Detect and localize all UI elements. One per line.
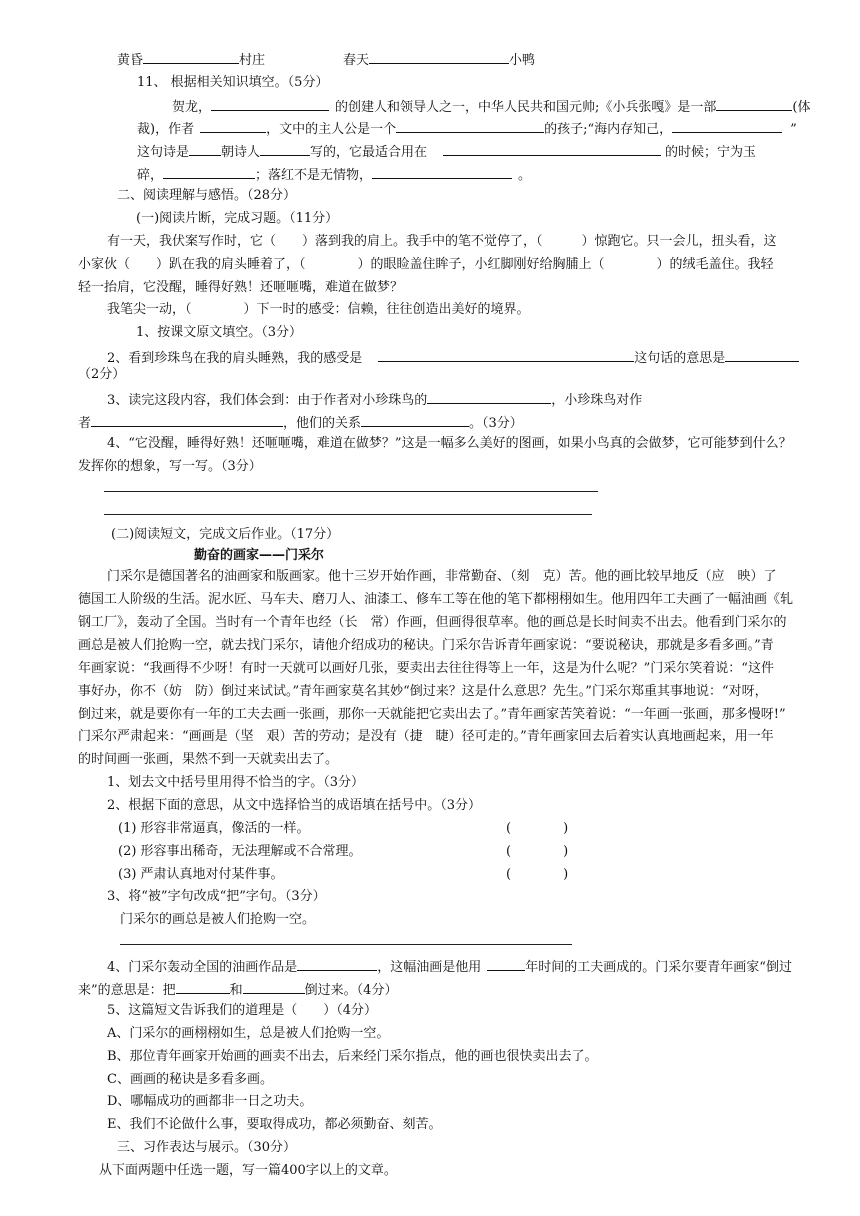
blank[interactable] xyxy=(260,143,310,156)
blank[interactable] xyxy=(200,120,266,133)
blank[interactable] xyxy=(176,981,230,994)
text: 者 xyxy=(78,416,92,431)
blank[interactable] xyxy=(243,981,305,994)
section-3-heading: 三、习作表达与展示。（30分） xyxy=(117,1140,297,1155)
blank[interactable] xyxy=(189,143,221,156)
passage-2-line: 的时间画一张画，果然不到一天就卖出去了。 xyxy=(78,752,339,767)
passage-2-line: 德国工人阶级的生活。泥水匠、马车夫、磨刀人、油漆工、修车工等在他的笔下都栩栩如生。他用四年工夫画了一幅油画《轧 xyxy=(78,592,794,607)
section-2-heading: 二、阅读理解与感悟。（28分） xyxy=(117,188,297,203)
question-3-sentence: 门采尔的画总是被人们抢购一空。 xyxy=(120,912,316,927)
answer-bracket[interactable]: ( ) xyxy=(506,867,569,882)
passage-2-line: 年画家说：“我画得不少呀！有时一天就可以画好几张，要卖出去往往得等上一年，这是为什么呢？”门采尔笑着说：“这件 xyxy=(78,661,774,676)
text: 碎， xyxy=(137,168,164,183)
answer-line[interactable] xyxy=(104,514,592,515)
text: 年时间的工夫画成的。门采尔要青年画家“倒过 xyxy=(525,960,792,975)
text: 的孩子;“海内存知己， xyxy=(544,122,673,137)
blank[interactable] xyxy=(672,120,782,133)
text: 的时候；宁为玉 xyxy=(665,145,757,160)
q11-line-1 xyxy=(172,98,810,114)
idiom-item: (1) 形容非常逼真，像活的一样。 xyxy=(118,821,310,836)
option-d[interactable]: D、哪幅成功的画都非一日之功夫。 xyxy=(107,1094,313,1109)
passage-2-line: 门采尔严肃起来：“画画是（坚 艰）苦的劳动；是没有（捷 睫）径可走的。”青年画家回去后着实认真地画起来，用一年 xyxy=(78,729,774,744)
section-3-instruction: 从下面两题中任选一题，写一篇400字以上的文章。 xyxy=(99,1163,397,1178)
blank[interactable] xyxy=(427,391,551,404)
text: ” xyxy=(790,122,797,137)
word-4: 小鸭 xyxy=(509,53,536,68)
passage-2-line: 门采尔是德国著名的油画家和版画家。他十三岁开始作画，非常勤奋、（刻 克）苦。他的画比较早地反（应 映）了 xyxy=(107,569,777,584)
passage-2-line: 画总是被人们抢购一空，就去找门采尔，请他介绍成功的秘诀。门采尔告诉青年画家说：“要说秘诀，那就是多看多画。”青 xyxy=(78,638,774,653)
passage-2-line: 倒过来，就是要你有一年的工夫去画一张画，那你一天就能把它卖出去了。”青年画家苦笑着说：“一年画一张画，那多慢呀!” xyxy=(78,707,786,722)
text: 这句诗是 xyxy=(137,145,190,160)
answer-line[interactable] xyxy=(120,944,572,945)
passage-title: 勤奋的画家——门采尔 xyxy=(194,548,325,563)
text: ，小珍珠鸟对作 xyxy=(551,393,643,408)
blank[interactable] xyxy=(361,414,469,427)
question-1: 1、按课文原文填空。（3分） xyxy=(136,325,303,340)
question-1: 1、划去文中括号里用得不恰当的字。（3分） xyxy=(107,775,365,790)
part-1-heading: (一)阅读片断，完成习题。（11分） xyxy=(136,211,339,226)
text: ，他们的关系 xyxy=(283,416,362,431)
option-c[interactable]: C、画画的秘诀是多看多画。 xyxy=(107,1072,273,1087)
answer-bracket[interactable]: ( ) xyxy=(506,821,569,836)
text: ，文中的主人公是一个 xyxy=(266,122,397,137)
text: 4、门采尔轰动全国的油画作品是 xyxy=(107,960,298,975)
q11-line-3 xyxy=(137,143,756,159)
blank[interactable] xyxy=(163,166,255,179)
top-word-row xyxy=(117,51,265,67)
option-e[interactable]: E、我们不论做什么事，要取得成功，都必须勤奋、刻苦。 xyxy=(107,1117,442,1132)
question-4-cont: 发挥你的想象，写一写。（3分） xyxy=(78,459,262,474)
text: 裁)，作者 xyxy=(137,122,195,137)
option-b[interactable]: B、那位青年画家开始画的画卖不出去，后来经门采尔指点，他的画也很快卖出去了。 xyxy=(107,1049,598,1064)
idiom-item: (2) 形容事出稀奇，无法理解或不合常理。 xyxy=(118,844,362,859)
text: (体 xyxy=(792,100,811,115)
blank[interactable] xyxy=(372,166,512,179)
question-4-cont xyxy=(78,981,397,997)
text: 来”的意思是：把 xyxy=(78,983,176,998)
text: 的创建人和领导人之一，中华人民共和国元帅;《小兵张嘎》是一部 xyxy=(335,100,717,115)
text: 和 xyxy=(229,983,243,998)
passage-1-line: 轻一抬肩，它没醒，睡得好熟！还咂咂嘴，难道在做梦？ xyxy=(78,280,404,295)
question-3-cont xyxy=(78,414,523,430)
word-1: 黄昏 xyxy=(117,53,144,68)
blank[interactable] xyxy=(211,98,329,111)
text: 写的，它最适合用在 xyxy=(310,145,428,160)
text: 2、看到珍珠鸟在我的肩头睡熟，我的感受是 xyxy=(107,351,363,366)
question-4: 4、“它没醒，睡得好熟！还咂咂嘴，难道在做梦？”这是一幅多么美好的图画，如果小鸟真的会做梦，它可能梦到什么？ xyxy=(107,436,792,451)
blank[interactable] xyxy=(143,51,239,64)
text: 。 xyxy=(518,168,532,183)
question-3: 3、将“被”字句改成“把”字句。（3分） xyxy=(107,889,326,904)
text: 朝诗人 xyxy=(221,145,261,160)
q11-line-2 xyxy=(137,120,797,136)
text: 这句话的意思是 xyxy=(634,351,726,366)
q11-line-4 xyxy=(137,166,531,182)
text: ；落红不是无情物， xyxy=(255,168,373,183)
answer-bracket[interactable]: ( ) xyxy=(506,844,569,859)
text: 。（3分） xyxy=(469,416,523,431)
passage-1-line: 有一天，我伏案写作时，它（ ）落到我的肩上。我手中的笔不觉停了，（ ）惊跑它。只一会儿，扭头看，这 xyxy=(107,234,777,249)
blank[interactable] xyxy=(725,349,799,362)
blank[interactable] xyxy=(443,143,661,156)
q11-heading: 11、 根据相关知识填空。（5分） xyxy=(137,75,329,90)
text: 倒过来。（4分） xyxy=(304,983,398,998)
passage-2-line: 钢工厂》，轰动了全国。当时有一个青年也经（长 常）作画，但画得很草率。他的画总是长时间卖不出去。他看到门采尔的 xyxy=(78,615,787,630)
idiom-item: (3) 严肃认真地对付某件事。 xyxy=(118,867,284,882)
question-3 xyxy=(107,391,642,407)
question-2: 2、根据下面的意思，从文中选择恰当的成语填在括号中。（3分） xyxy=(107,798,482,813)
blank[interactable] xyxy=(369,51,509,64)
question-4 xyxy=(107,958,792,974)
text: ，这幅油画是他用 xyxy=(377,960,482,975)
answer-line[interactable] xyxy=(104,491,598,492)
blank[interactable] xyxy=(297,958,377,971)
blank[interactable] xyxy=(487,958,525,971)
question-2 xyxy=(107,349,799,365)
top-word-row-right xyxy=(343,51,535,67)
question-5: 5、这篇短文告诉我们的道理是（ ）（4分） xyxy=(107,1003,378,1018)
option-a[interactable]: A、门采尔的画栩栩如生，总是被人们抢购一空。 xyxy=(107,1026,390,1041)
passage-2-line: 事好办，你不（妨 防）倒过来试试。”青年画家莫名其妙“倒过来？这是什么意思？先生。”门采尔郑重其事地说：“对呀， xyxy=(78,684,768,699)
blank[interactable] xyxy=(396,120,544,133)
word-2: 村庄 xyxy=(239,53,266,68)
text: 贺龙， xyxy=(172,100,212,115)
blank[interactable] xyxy=(716,98,792,111)
passage-1-line: 我笔尖一动，（ ）下一时的感受：信赖，往往创造出美好的境界。 xyxy=(107,302,530,317)
blank[interactable] xyxy=(91,414,283,427)
question-2-score: （2分） xyxy=(78,367,126,382)
part-2-heading: (二)阅读短文，完成文后作业。（17分） xyxy=(111,527,340,542)
word-3: 春天 xyxy=(343,53,370,68)
blank[interactable] xyxy=(378,349,634,362)
text: 3、读完这段内容，我们体会到：由于作者对小珍珠鸟的 xyxy=(107,393,428,408)
passage-1-line: 小家伙（ ）趴在我的肩头睡着了，（ ）的眼睑盖住眸子，小红脚刚好给胸脯上（ ）的绒毛盖住。我轻 xyxy=(78,257,774,272)
